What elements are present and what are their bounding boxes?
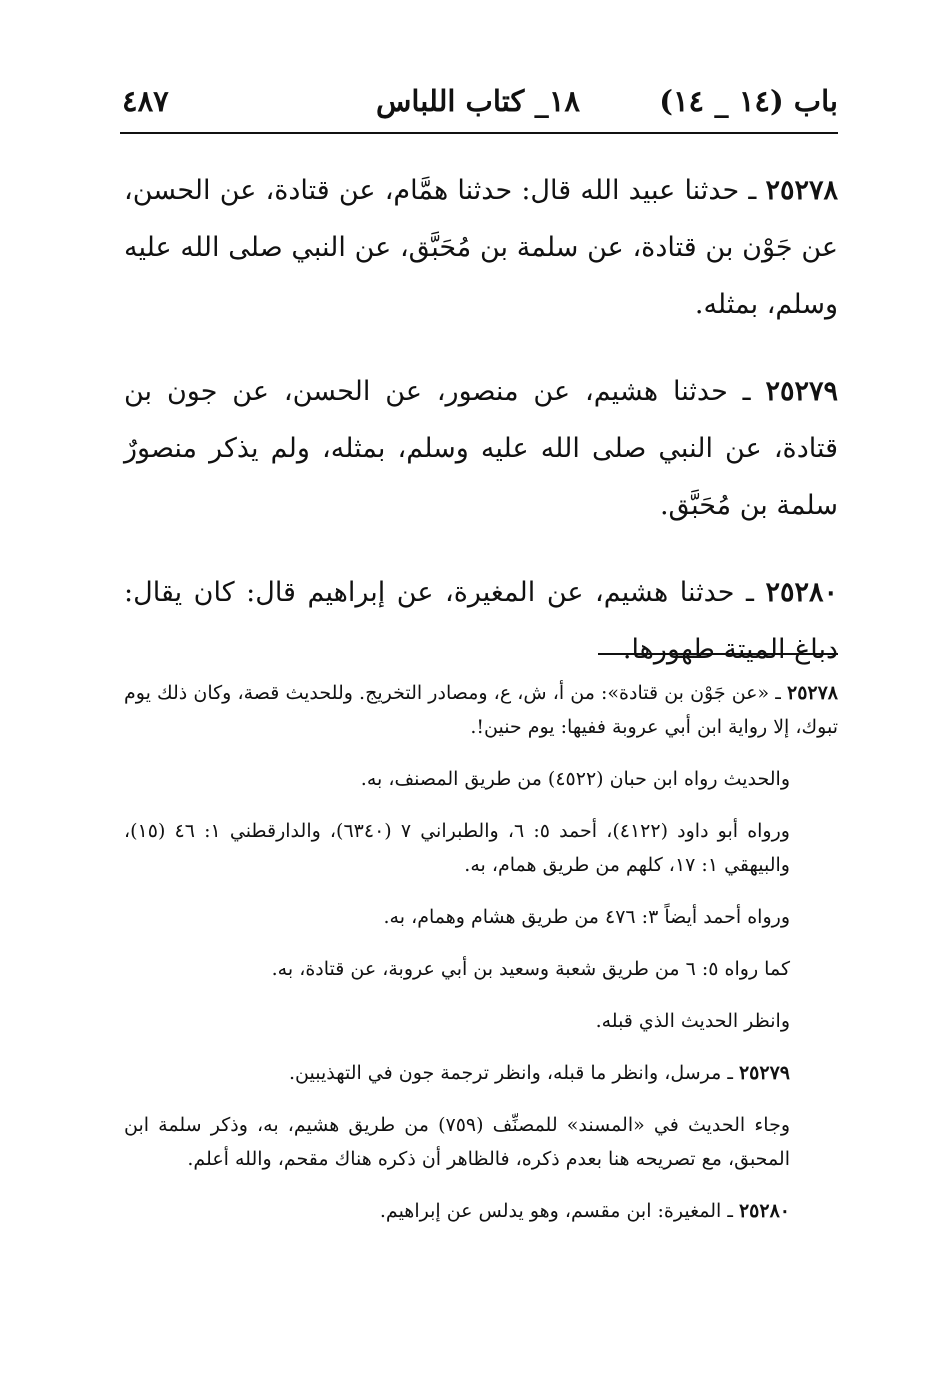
footnote-text: ـ مرسل، وانظر ما قبله، وانظر ترجمة جون في التهذيبين. [288, 1062, 733, 1084]
hadith-text: ـ حدثنا عبيد الله قال: حدثنا همَّام، عن قتادة، عن الحسن، عن جَوْن بن قتادة، عن سلمة بن مُحَبَّق، عن النبي صلى الله عليه وسلم، بمثله. [124, 175, 838, 320]
footnote-paragraph [124, 762, 838, 796]
footnote-paragraph [124, 1056, 838, 1090]
footnote-paragraph [124, 1108, 838, 1176]
footnote-text: ورواه أحمد أيضاً ٣: ٤٧٦ من طريق هشام وهمام، به. [383, 906, 790, 928]
hadith-paragraph [124, 363, 838, 534]
footnote-text: وجاء الحديث في «المسند» للمصنِّف (٧٥٩) من طريق هشيم، به، وذكر سلمة ابن المحبق، مع تصريحه هنا بعدم ذكره، فالظاهر أن ذكره هناك مقحم، والله أعلم. [124, 1114, 790, 1170]
footnote-text: كما رواه ٥: ٦ من طريق شعبة وسعيد بن أبي عروبة، عن قتادة، به. [271, 958, 790, 980]
footnote-number: ٢٥٢٨٠ [738, 1200, 790, 1222]
book-title: ١٨_ كتاب اللباس [375, 84, 581, 118]
page-number: ٤٨٧ [122, 84, 169, 118]
footnote-paragraph [124, 900, 838, 934]
footnote-paragraph [124, 1194, 838, 1228]
footnote-text: وانظر الحديث الذي قبله. [595, 1010, 790, 1032]
hadith-number: ٢٥٢٨٠ [765, 577, 838, 608]
footnote-paragraph [124, 676, 838, 744]
footnote-text: ـ «عن جَوْن بن قتادة»: من أ، ش، ع، ومصادر التخريج. وللحديث قصة، وكان ذلك يوم تبوك، إلا رواية ابن أبي عروبة ففيها: يوم حنين!. [124, 682, 838, 738]
page-header [118, 84, 838, 134]
hadith-text: ـ حدثنا هشيم، عن المغيرة، عن إبراهيم قال: كان يقال: دباغ الميتة طهورها. [124, 577, 838, 665]
hadith-text: ـ حدثنا هشيم، عن منصور، عن الحسن، عن جون بن قتادة، عن النبي صلى الله عليه وسلم، بمثله، ولم يذكر منصورٌ سلمة بن مُحَبَّق. [124, 376, 838, 521]
footnote-text: والحديث رواه ابن حبان (٤٥٢٢) من طريق المصنف، به. [360, 768, 790, 790]
footnote-paragraph [124, 1004, 838, 1038]
hadith-paragraph [124, 162, 838, 333]
hadith-text-body [124, 162, 838, 708]
footnote-text: ورواه أبو داود (٤١٢٢)، أحمد ٥: ٦، والطبراني ٧ (٦٣٤٠)، والدارقطني ١: ٤٦ (١٥)، والبيهقي ١: ١٧، كلهم من طريق همام، به. [124, 820, 790, 876]
header-divider [120, 132, 838, 134]
footnote-divider [598, 653, 838, 655]
hadith-number: ٢٥٢٧٩ [765, 376, 838, 407]
hadith-number: ٢٥٢٧٨ [765, 175, 838, 206]
chapter-heading: باب (١٤ _ ١٤) [659, 84, 838, 118]
footnote-paragraph [124, 814, 838, 882]
footnote-number: ٢٥٢٧٨ [786, 682, 839, 704]
hadith-paragraph [124, 564, 838, 678]
footnotes [124, 676, 838, 1246]
footnote-number: ٢٥٢٧٩ [738, 1062, 790, 1084]
footnote-paragraph [124, 952, 838, 986]
footnote-text: ـ المغيرة: ابن مقسم، وهو يدلس عن إبراهيم. [379, 1200, 733, 1222]
